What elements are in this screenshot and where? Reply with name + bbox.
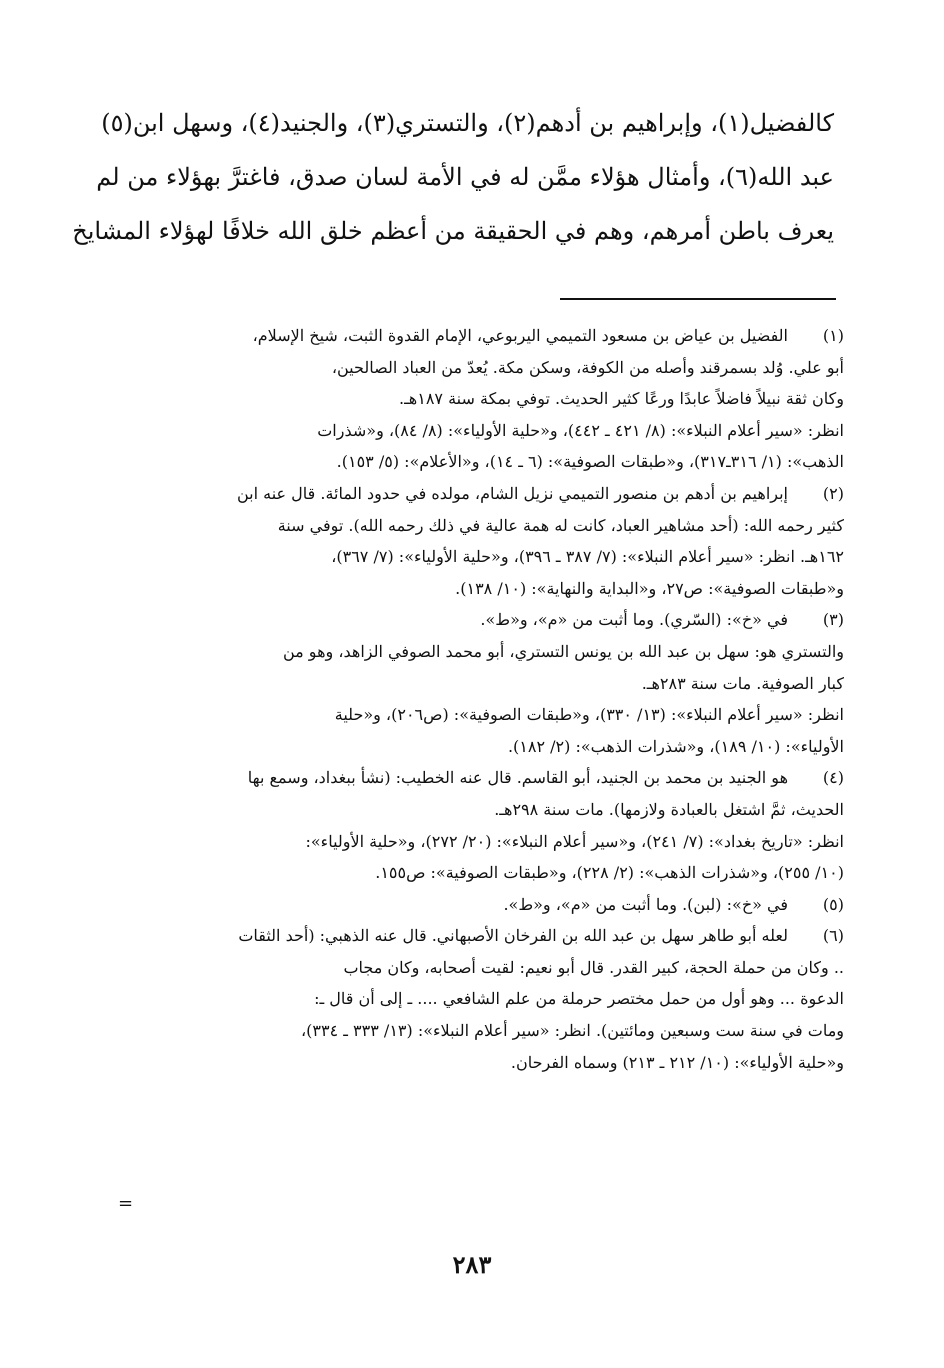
footnote-line: أبو علي. وُلد بسمرقند وأصله من الكوفة، وسكن مكة. يُعدّ من العباد الصالحين، [331,357,844,377]
main-text-line: يعرف باطن أمرهم، وهم في الحقيقة من أعظم خلق الله خلافًا لهؤلاء المشايخ [72,217,834,245]
footnote [118,604,844,762]
footnote-line: والتستري هو: سهل بن عبد الله بن يونس التستري، أبو محمد الصوفي الزاهد، وهو من [282,641,844,661]
footnote-line: الفضيل بن عياض بن مسعود التميمي اليربوعي، الإمام القدوة الثبت، شيخ الإسلام، [252,326,788,345]
footnote-line: هو الجنيد بن محمد بن الجنيد، أبو القاسم. قال عنه الخطيب: (نشأ ببغداد، وسمع بها [247,768,788,788]
footnotes [118,320,844,1078]
main-text [72,96,834,258]
continuation-mark: = [118,1193,134,1214]
footnote-line: إبراهيم بن أدهم بن منصور التميمي نزيل الشام، مولده في حدود المائة. قال عنه ابن [236,483,788,503]
footnote-line: انظر: «سير أعلام النبلاء»: (٨/ ٤٢١ ـ ٤٤٢)، و«حلية الأولياء»: (٨/ ٨٤)، و«شذرات [317,420,844,440]
footnote-line: لعله أبو طاهر سهل بن عبد الله بن الفرخان الأصبهاني. قال عنه الذهبي: (أحد الثقات [238,926,788,946]
footnote [118,889,844,921]
footnote [118,478,844,604]
footnote-line: الحديث، ثمَّ اشتغل بالعبادة ولازمها). مات سنة ٢٩٨هـ. [494,799,844,819]
footnote-line: ومات في سنة ست وسبعين ومائتين). انظر: «سير أعلام النبلاء»: (١٣/ ٣٣٣ ـ ٣٣٤)، [301,1021,844,1041]
footnote [118,920,844,1078]
footnote-line: كبار الصوفية. مات سنة ٢٨٣هـ. [641,673,844,693]
footnote-separator [560,298,836,300]
footnote-line: في «خ»: (لبن). وما أثبت من «م»، و«ط». [503,894,788,914]
footnote [118,762,844,888]
footnote [118,320,844,478]
footnote-line: كثير رحمه الله: (أحد مشاهير العباد، كانت له همة عالية في ذلك رحمه الله). توفي سنة [277,515,844,535]
footnote-line: انظر: «تاريخ بغداد»: (٧/ ٢٤١)، و«سير أعلام النبلاء»: (٢٠/ ٢٧٢)، و«حلية الأولياء»: [305,831,844,851]
footnote-line: (١٠/ ٢٥٥)، و«شذرات الذهب»: (٢/ ٢٢٨)، و«طبقات الصوفية»: ص١٥٥. [375,863,844,883]
footnote-number: (١) [822,326,844,345]
footnote-number: (٣) [822,610,844,630]
main-text-line: عبد الله(٦)، وأمثال هؤلاء ممَّن له في الأمة لسان صدق، فاغترَّ بهؤلاء من لم [96,163,834,191]
footnote-line: الذهب»: (١/ ٣١٦ـ٣١٧)، و«طبقات الصوفية»: (٦ ـ ١٤)، و«الأعلام»: (٥/ ١٥٣). [336,452,844,472]
footnote-number: (٦) [822,926,844,946]
footnote-line: الأولياء»: (١٠/ ١٨٩)، و«شذرات الذهب»: (٢/ ١٨٢). [507,736,844,756]
footnote-number: (٥) [822,894,844,914]
footnote-line: و«طبقات الصوفية»: ص٢٧، و«البداية والنهاية»: (١٠/ ١٣٨). [455,578,844,598]
footnote-line: ١٦٢هـ. انظر: «سير أعلام النبلاء»: (٧/ ٣٨٧ ـ ٣٩٦)، و«حلية الأولياء»: (٧/ ٣٦٧)، [331,547,844,567]
footnote-line: في «خ»: (السّري). وما أثبت من «م»، و«ط». [480,610,788,630]
footnote-line: و«حلية الأولياء»: (١٠/ ٢١٢ ـ ٢١٣) وسماه الفرحان. [510,1052,844,1072]
main-text-line: كالفضيل(١)، وإبراهيم بن أدهم(٢)، والتستري(٣)، والجنيد(٤)، وسهل ابن(٥) [101,109,834,137]
footnote-number: (٢) [822,483,844,503]
page-number: ٢٨٣ [452,1250,492,1279]
footnote-number: (٤) [822,768,844,788]
footnote-line: انظر: «سير أعلام النبلاء»: (١٣/ ٣٣٠)، و«طبقات الصوفية»: (ص٢٠٦)، و«حلية [334,705,844,725]
footnote-line: .. وكان من حملة الحجة، كبير القدر. قال أبو نعيم: لقيت أصحابه، وكان مجاب [343,957,844,977]
footnote-line: وكان ثقة نبيلاً فاضلاً عابدًا ورعًا كثير الحديث. توفي بمكة سنة ١٨٧هـ. [399,389,844,409]
footnote-line: الدعوة ... وهو أول من حمل مختصر حرملة من علم الشافعي .... ـ إلى أن قال ـ: [314,989,844,1009]
